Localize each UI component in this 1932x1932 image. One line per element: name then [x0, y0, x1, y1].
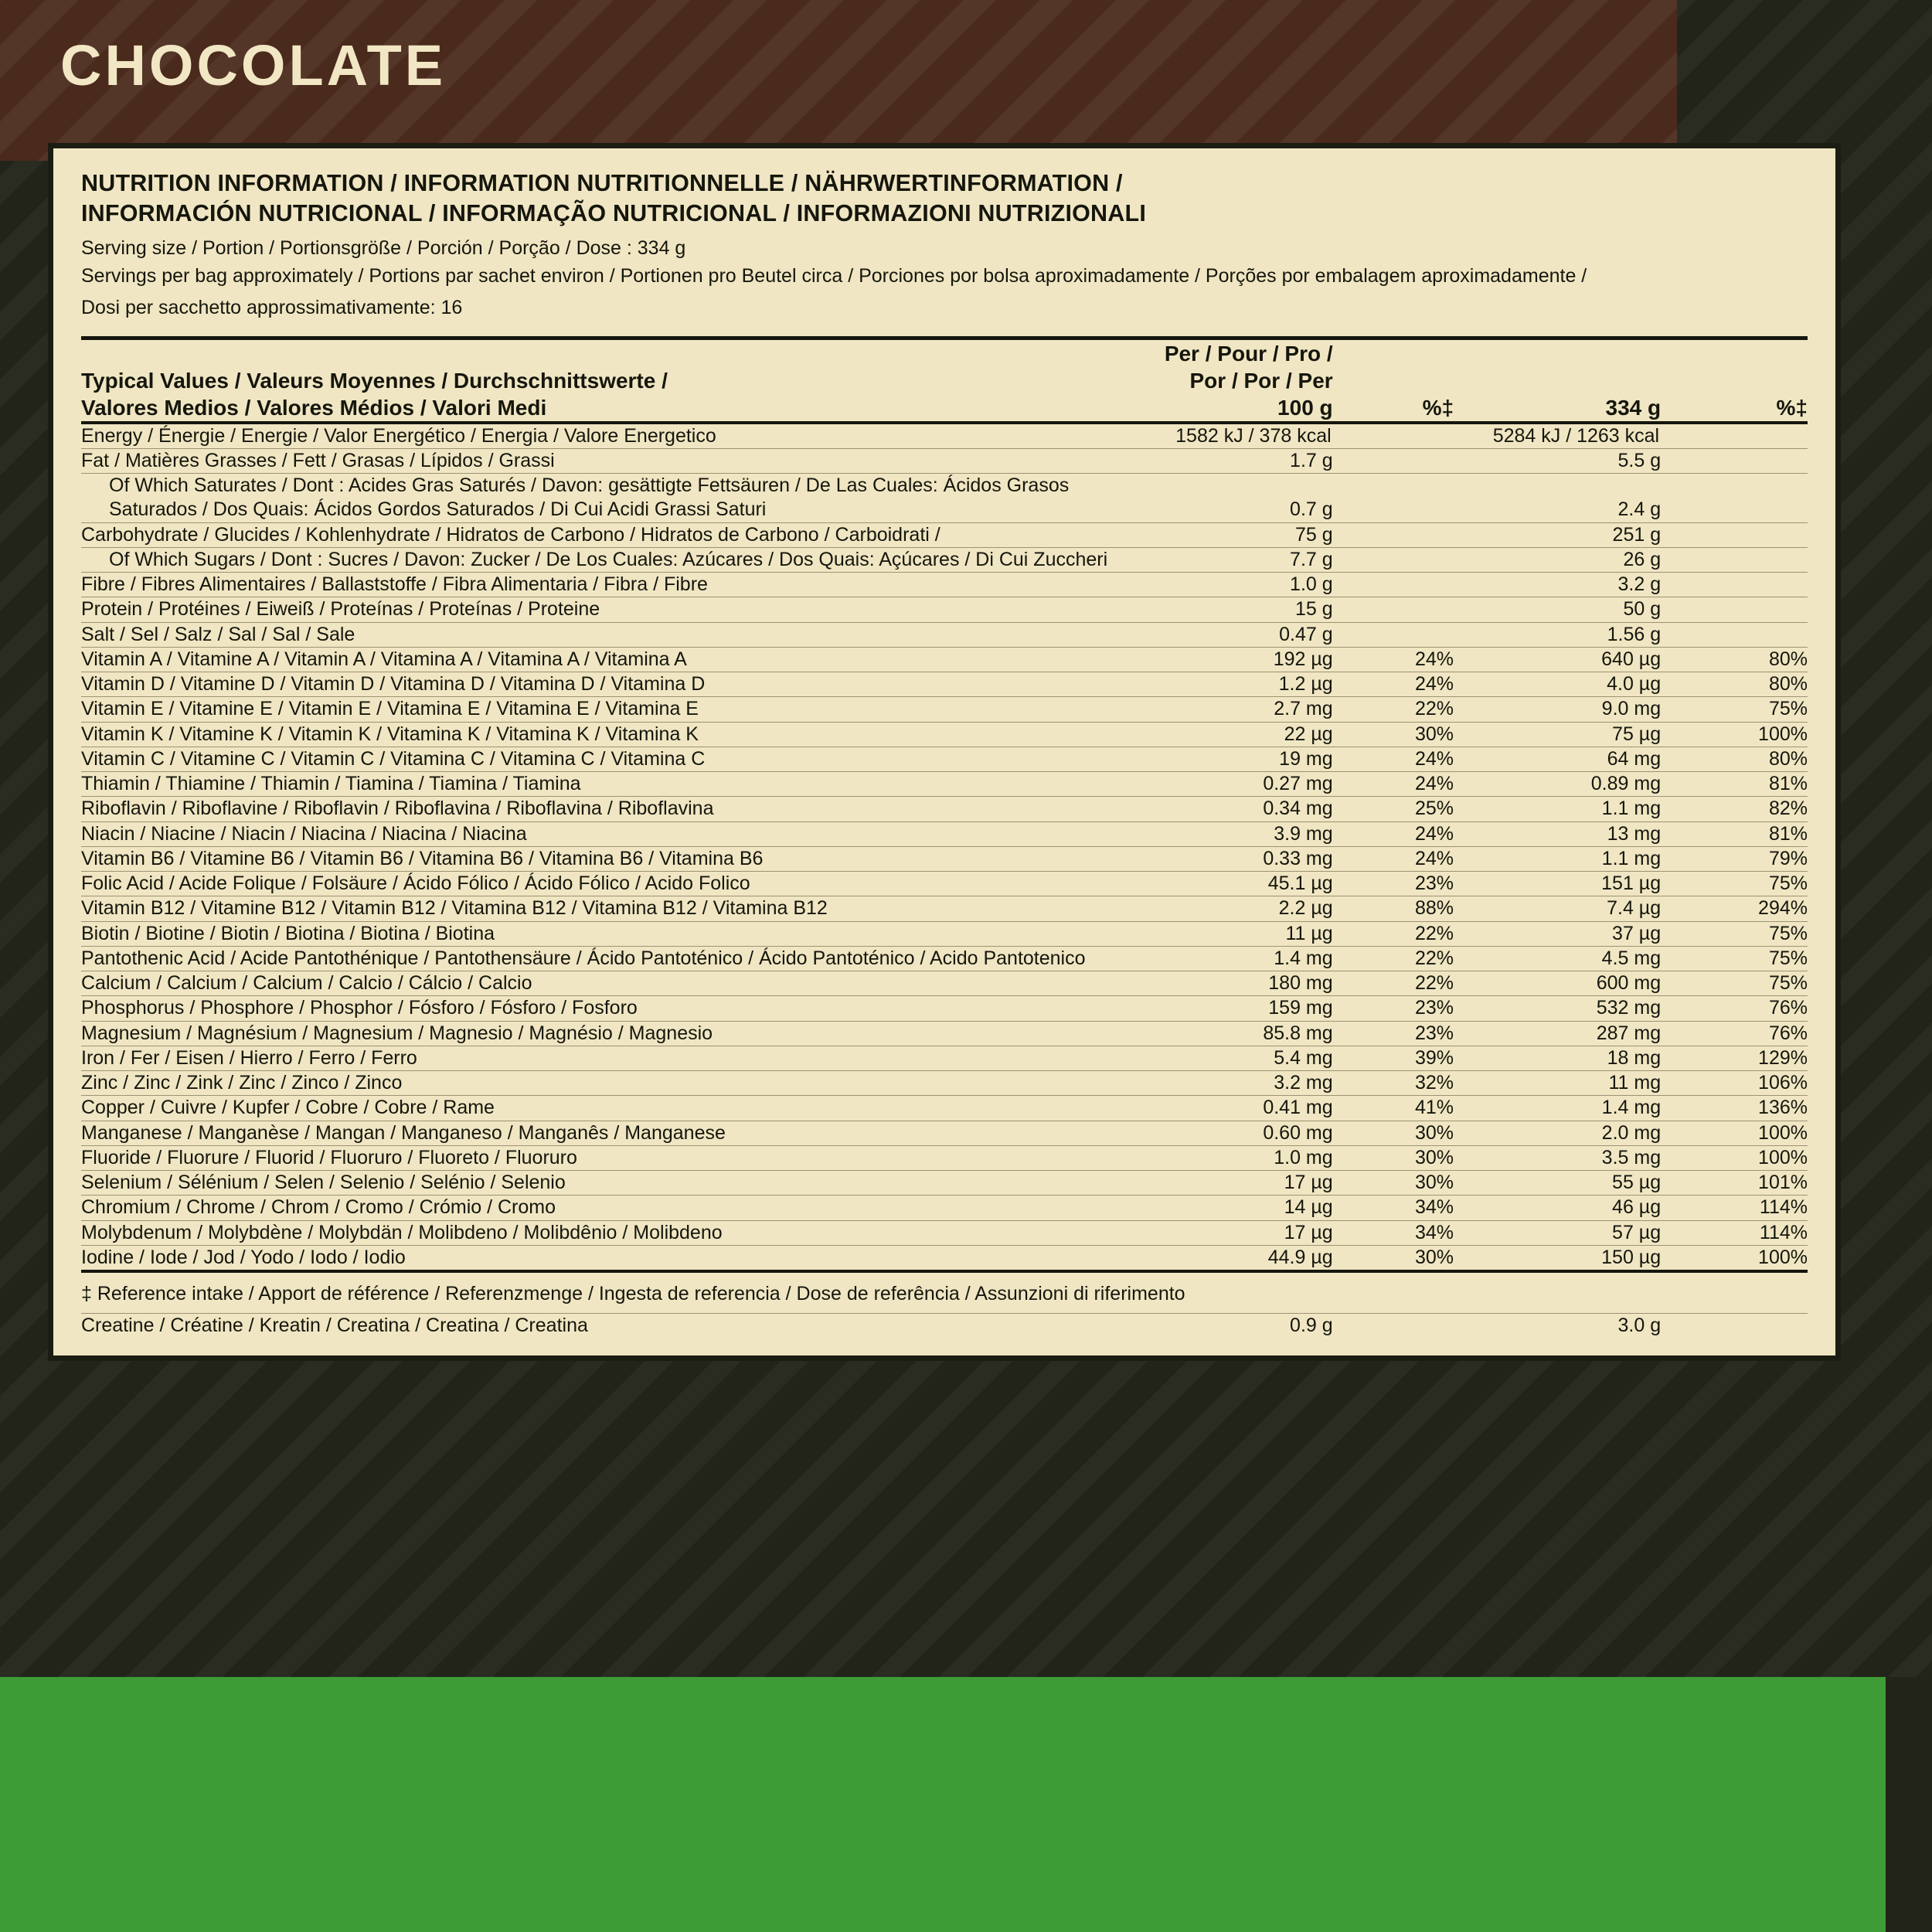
percent-per-100g — [1333, 1314, 1454, 1338]
percent-per-334g — [1661, 1314, 1808, 1338]
value-per-334g: 1.4 mg — [1454, 1096, 1661, 1121]
table-header-row — [81, 338, 1808, 423]
nutrient-name: Biotin / Biotine / Biotin / Biotina / Biotina / Biotina — [81, 921, 1151, 946]
percent-per-100g — [1333, 423, 1454, 449]
percent-per-334g: 101% — [1661, 1171, 1808, 1196]
nutrient-name: Vitamin D / Vitamine D / Vitamin D / Vitamina D / Vitamina D / Vitamina D — [81, 672, 1151, 697]
header-per-label: Per / Pour / Pro / Por / Por / Per — [1164, 341, 1333, 393]
percent-per-334g: 129% — [1661, 1046, 1808, 1070]
value-per-100g: 1.2 µg — [1151, 672, 1333, 697]
background-green-corner-notch — [1886, 1677, 1932, 1932]
value-per-334g: 150 µg — [1454, 1245, 1661, 1271]
value-per-334g: 37 µg — [1454, 921, 1661, 946]
value-per-334g: 5.5 g — [1454, 448, 1661, 473]
table-row — [81, 772, 1808, 797]
table-row — [81, 522, 1808, 547]
value-per-100g: 180 mg — [1151, 971, 1333, 996]
value-per-100g: 45.1 µg — [1151, 872, 1333, 896]
percent-per-100g: 30% — [1333, 1145, 1454, 1170]
percent-per-100g: 39% — [1333, 1046, 1454, 1070]
header-pct-334g-label: %‡ — [1776, 395, 1808, 420]
percent-per-100g: 23% — [1333, 1021, 1454, 1046]
percent-per-100g: 24% — [1333, 747, 1454, 771]
table-row — [81, 996, 1808, 1021]
table-body — [81, 423, 1808, 1338]
table-row — [81, 423, 1808, 449]
value-per-334g: 4.0 µg — [1454, 672, 1661, 697]
table-row — [81, 797, 1808, 821]
nutrient-name: Vitamin K / Vitamine K / Vitamin K / Vitamina K / Vitamina K / Vitamina K — [81, 722, 1151, 747]
nutrient-name: Calcium / Calcium / Calcium / Calcio / Cálcio / Calcio — [81, 971, 1151, 996]
nutrient-name: Riboflavin / Riboflavine / Riboflavin / Riboflavina / Riboflavina / Riboflavina — [81, 797, 1151, 821]
value-per-334g: 46 µg — [1454, 1196, 1661, 1220]
value-per-100g: 15 g — [1151, 597, 1333, 622]
table-row — [81, 1096, 1808, 1121]
value-per-334g: 75 µg — [1454, 722, 1661, 747]
percent-per-100g: 30% — [1333, 1245, 1454, 1271]
table-header — [81, 338, 1808, 423]
value-per-334g: 13 mg — [1454, 821, 1661, 846]
percent-per-334g: 75% — [1661, 971, 1808, 996]
percent-per-100g: 25% — [1333, 797, 1454, 821]
page-title: CHOCOLATE — [60, 33, 447, 97]
percent-per-334g: 75% — [1661, 697, 1808, 722]
table-row — [81, 1220, 1808, 1245]
nutrient-name: Of Which Saturates / Dont : Acides Gras Saturés / Davon: gesättigte Fettsäuren / De Las Cuales: Ácidos Grasos Saturados / Dos Quais: Ácidos Gordos Saturados / Di Cui Acidi Grassi Saturi — [81, 474, 1151, 523]
table-row — [81, 747, 1808, 771]
percent-per-100g: 30% — [1333, 722, 1454, 747]
nutrient-name: Selenium / Sélénium / Selen / Selenio / Selénio / Selenio — [81, 1171, 1151, 1196]
value-per-334g: 1.1 mg — [1454, 846, 1661, 871]
table-row — [81, 921, 1808, 946]
table-row — [81, 1145, 1808, 1170]
nutrient-name: Creatine / Créatine / Kreatin / Creatina / Creatina / Creatina — [81, 1315, 588, 1337]
value-per-334g: 3.5 mg — [1454, 1145, 1661, 1170]
value-per-334g: 5284 kJ / 1263 kcal — [1454, 423, 1661, 449]
percent-per-334g — [1661, 522, 1808, 547]
percent-per-100g — [1333, 474, 1454, 523]
nutrient-name: Vitamin A / Vitamine A / Vitamin A / Vitamina A / Vitamina A / Vitamina A — [81, 647, 1151, 672]
nutrient-name: Vitamin C / Vitamine C / Vitamin C / Vitamina C / Vitamina C / Vitamina C — [81, 747, 1151, 771]
nutrient-name: Protein / Protéines / Eiweiß / Proteínas / Proteínas / Proteine — [81, 597, 1151, 622]
percent-per-334g: 114% — [1661, 1196, 1808, 1220]
percent-per-100g — [1333, 522, 1454, 547]
servings-per-bag-line2: Dosi per sacchetto approssimativamente: 16 — [81, 297, 463, 319]
nutrient-name: Manganese / Manganèse / Mangan / Manganeso / Manganês / Manganese — [81, 1121, 1151, 1145]
value-per-100g: 5.4 mg — [1151, 1046, 1333, 1070]
value-per-100g: 0.9 g — [1290, 1315, 1333, 1337]
nutrition-table — [81, 336, 1808, 1338]
value-per-100g: 1582 kJ / 378 kcal — [1151, 423, 1333, 449]
value-per-334g: 3.2 g — [1454, 573, 1661, 597]
reference-intake-footnote: ‡ Reference intake / Apport de référence / Referenzmenge / Ingesta de referencia / Dose de referência / Assunzioni di riferimento — [81, 1271, 1808, 1314]
percent-per-334g: 81% — [1661, 821, 1808, 846]
nutrient-name: Vitamin B12 / Vitamine B12 / Vitamin B12 / Vitamina B12 / Vitamina B12 / Vitamina B12 — [81, 896, 1151, 921]
percent-per-100g: 22% — [1333, 697, 1454, 722]
value-per-100g: 1.4 mg — [1151, 946, 1333, 971]
table-row — [81, 846, 1808, 871]
percent-per-334g: 106% — [1661, 1071, 1808, 1096]
table-row — [81, 448, 1808, 473]
percent-per-100g: 34% — [1333, 1220, 1454, 1245]
percent-per-100g: 24% — [1333, 821, 1454, 846]
nutrient-name: Vitamin B6 / Vitamine B6 / Vitamin B6 / Vitamina B6 / Vitamina B6 / Vitamina B6 — [81, 846, 1151, 871]
percent-per-100g: 88% — [1333, 896, 1454, 921]
nutrient-name: Fat / Matières Grasses / Fett / Grasas / Lípidos / Grassi — [81, 448, 1151, 473]
header-per-100g — [1151, 338, 1333, 423]
percent-per-100g — [1333, 547, 1454, 572]
value-per-100g: 159 mg — [1151, 996, 1333, 1021]
value-per-334g: 287 mg — [1454, 1021, 1661, 1046]
table-row — [81, 697, 1808, 722]
header-pct-100g-label: %‡ — [1422, 395, 1454, 420]
value-per-100g: 22 µg — [1151, 722, 1333, 747]
header-typical-values-line1: Typical Values / Valeurs Moyennes / Durchschnittswerte / — [81, 368, 668, 393]
nutrient-name: Magnesium / Magnésium / Magnesium / Magnesio / Magnésio / Magnesio — [81, 1021, 1151, 1046]
nutrient-name: Chromium / Chrome / Chrom / Cromo / Crómio / Cromo — [81, 1196, 1151, 1220]
value-per-100g: 7.7 g — [1151, 547, 1333, 572]
nutrient-name: Energy / Énergie / Energie / Valor Energético / Energia / Valore Energetico — [81, 423, 1151, 449]
value-per-100g: 14 µg — [1151, 1196, 1333, 1220]
nutrient-name: Iodine / Iode / Jod / Yodo / Iodo / Iodio — [81, 1245, 1151, 1271]
nutrition-panel — [48, 143, 1841, 1361]
value-per-334g: 7.4 µg — [1454, 896, 1661, 921]
value-per-334g: 50 g — [1454, 597, 1661, 622]
value-per-334g: 640 µg — [1454, 647, 1661, 672]
table-row — [81, 1314, 1808, 1338]
value-per-100g: 11 µg — [1151, 921, 1333, 946]
value-per-100g: 0.41 mg — [1151, 1096, 1333, 1121]
percent-per-334g — [1661, 423, 1808, 449]
table-row — [81, 622, 1808, 647]
serving-size-text: Serving size / Portion / Portionsgröße / Porción / Porção / Dose : 334 g — [81, 237, 686, 260]
value-per-334g: 532 mg — [1454, 996, 1661, 1021]
percent-per-334g: 76% — [1661, 1021, 1808, 1046]
table-row — [81, 647, 1808, 672]
percent-per-334g: 294% — [1661, 896, 1808, 921]
percent-per-334g: 136% — [1661, 1096, 1808, 1121]
percent-per-100g: 22% — [1333, 946, 1454, 971]
table-row — [81, 1021, 1808, 1046]
reference-intake-footnote-row — [81, 1271, 1808, 1314]
panel-heading-line2: INFORMACIÓN NUTRICIONAL / INFORMAÇÃO NUTRICIONAL / INFORMAZIONI NUTRIZIONALI — [81, 200, 1147, 227]
percent-per-100g: 22% — [1333, 921, 1454, 946]
table-row — [81, 1046, 1808, 1070]
nutrient-name: Zinc / Zinc / Zink / Zinc / Zinco / Zinco — [81, 1071, 1151, 1096]
table-row — [81, 1171, 1808, 1196]
percent-per-334g: 100% — [1661, 1245, 1808, 1271]
value-per-100g: 17 µg — [1151, 1171, 1333, 1196]
table-row — [81, 722, 1808, 747]
value-per-100g: 75 g — [1151, 522, 1333, 547]
percent-per-100g: 41% — [1333, 1096, 1454, 1121]
percent-per-100g: 23% — [1333, 996, 1454, 1021]
panel-heading-line1: NUTRITION INFORMATION / INFORMATION NUTRITIONNELLE / NÄHRWERTINFORMATION / — [81, 170, 1123, 196]
value-per-334g: 4.5 mg — [1454, 946, 1661, 971]
table-row — [81, 1196, 1808, 1220]
table-row — [81, 896, 1808, 921]
value-per-100g: 0.7 g — [1151, 474, 1333, 523]
value-per-334g: 64 mg — [1454, 747, 1661, 771]
value-per-334g: 57 µg — [1454, 1220, 1661, 1245]
value-per-334g: 251 g — [1454, 522, 1661, 547]
value-per-100g: 1.0 mg — [1151, 1145, 1333, 1170]
nutrient-name: Pantothenic Acid / Acide Pantothénique / Pantothensäure / Ácido Pantoténico / Ácido Pantoténico / Acido Pantotenico — [81, 946, 1151, 971]
background-green-band — [0, 1677, 1893, 1932]
value-per-334g: 2.4 g — [1454, 474, 1661, 523]
percent-per-100g: 24% — [1333, 672, 1454, 697]
value-per-100g: 3.2 mg — [1151, 1071, 1333, 1096]
value-per-334g: 26 g — [1454, 547, 1661, 572]
value-per-334g: 1.1 mg — [1454, 797, 1661, 821]
table-row — [81, 547, 1808, 572]
table-row — [81, 821, 1808, 846]
nutrient-name: Of Which Sugars / Dont : Sucres / Davon: Zucker / De Los Cuales: Azúcares / Dos Quais: Açúcares / Di Cui Zuccheri — [81, 547, 1151, 572]
value-per-100g: 0.27 mg — [1151, 772, 1333, 797]
percent-per-100g — [1333, 573, 1454, 597]
percent-per-334g: 80% — [1661, 747, 1808, 771]
nutrient-name: Folic Acid / Acide Folique / Folsäure / Ácido Fólico / Ácido Fólico / Acido Folico — [81, 872, 1151, 896]
nutrient-name: Vitamin E / Vitamine E / Vitamin E / Vitamina E / Vitamina E / Vitamina E — [81, 697, 1151, 722]
nutrient-name: Iron / Fer / Eisen / Hierro / Ferro / Ferro — [81, 1046, 1151, 1070]
table-row — [81, 971, 1808, 996]
percent-per-334g: 80% — [1661, 647, 1808, 672]
percent-per-334g: 100% — [1661, 722, 1808, 747]
value-per-100g: 0.34 mg — [1151, 797, 1333, 821]
percent-per-334g — [1661, 573, 1808, 597]
value-per-334g: 55 µg — [1454, 1171, 1661, 1196]
value-per-334g: 18 mg — [1454, 1046, 1661, 1070]
header-per-334g-value: 334 g — [1605, 395, 1662, 420]
percent-per-334g — [1661, 547, 1808, 572]
value-per-100g: 85.8 mg — [1151, 1021, 1333, 1046]
value-per-100g: 44.9 µg — [1151, 1245, 1333, 1271]
nutrient-name: Fluoride / Fluorure / Fluorid / Fluoruro / Fluoreto / Fluoruro — [81, 1145, 1151, 1170]
value-per-334g: 11 mg — [1454, 1071, 1661, 1096]
percent-per-100g: 30% — [1333, 1121, 1454, 1145]
table-row — [81, 1245, 1808, 1271]
value-per-100g: 17 µg — [1151, 1220, 1333, 1245]
percent-per-100g: 24% — [1333, 772, 1454, 797]
table-row — [81, 474, 1808, 523]
value-per-334g: 151 µg — [1454, 872, 1661, 896]
percent-per-334g: 79% — [1661, 846, 1808, 871]
value-per-100g: 19 mg — [1151, 747, 1333, 771]
table-row — [81, 1071, 1808, 1096]
percent-per-334g: 81% — [1661, 772, 1808, 797]
percent-per-100g — [1333, 597, 1454, 622]
percent-per-334g: 75% — [1661, 946, 1808, 971]
nutrient-name: Fibre / Fibres Alimentaires / Ballaststoffe / Fibra Alimentaria / Fibra / Fibre — [81, 573, 1151, 597]
percent-per-334g: 75% — [1661, 921, 1808, 946]
percent-per-334g: 76% — [1661, 996, 1808, 1021]
value-per-100g: 2.2 µg — [1151, 896, 1333, 921]
value-per-334g: 0.89 mg — [1454, 772, 1661, 797]
value-per-100g: 192 µg — [1151, 647, 1333, 672]
value-per-334g: 2.0 mg — [1454, 1121, 1661, 1145]
percent-per-334g — [1661, 448, 1808, 473]
value-per-100g: 0.60 mg — [1151, 1121, 1333, 1145]
table-row — [81, 573, 1808, 597]
value-per-100g: 3.9 mg — [1151, 821, 1333, 846]
header-typical-values — [81, 338, 1151, 423]
value-per-100g: 1.0 g — [1151, 573, 1333, 597]
nutrient-name: Salt / Sel / Salz / Sal / Sal / Sale — [81, 622, 1151, 647]
nutrient-name: Molybdenum / Molybdène / Molybdän / Molibdeno / Molibdênio / Molibdeno — [81, 1220, 1151, 1245]
nutrient-name: Copper / Cuivre / Kupfer / Cobre / Cobre / Rame — [81, 1096, 1151, 1121]
header-per-100g-value: 100 g — [1277, 395, 1333, 420]
percent-per-100g: 34% — [1333, 1196, 1454, 1220]
header-per-334g — [1454, 338, 1661, 423]
nutrient-name: Phosphorus / Phosphore / Phosphor / Fósforo / Fósforo / Fosforo — [81, 996, 1151, 1021]
table-row — [81, 872, 1808, 896]
value-per-334g: 600 mg — [1454, 971, 1661, 996]
value-per-334g: 3.0 g — [1617, 1315, 1662, 1337]
table-row — [81, 597, 1808, 622]
value-per-100g: 0.33 mg — [1151, 846, 1333, 871]
table-row — [81, 946, 1808, 971]
percent-per-100g: 32% — [1333, 1071, 1454, 1096]
percent-per-334g — [1661, 622, 1808, 647]
nutrient-name: Carbohydrate / Glucides / Kohlenhydrate / Hidratos de Carbono / Hidratos de Carbono / Carboidrati / — [81, 522, 1151, 547]
percent-per-334g — [1661, 597, 1808, 622]
percent-per-334g: 100% — [1661, 1145, 1808, 1170]
percent-per-100g: 24% — [1333, 846, 1454, 871]
header-typical-values-line2: Valores Medios / Valores Médios / Valori Medi — [81, 395, 547, 420]
percent-per-100g: 30% — [1333, 1171, 1454, 1196]
value-per-100g: 2.7 mg — [1151, 697, 1333, 722]
nutrient-name: Thiamin / Thiamine / Thiamin / Tiamina / Tiamina / Tiamina — [81, 772, 1151, 797]
percent-per-100g: 22% — [1333, 971, 1454, 996]
value-per-100g: 1.7 g — [1151, 448, 1333, 473]
table-row — [81, 1121, 1808, 1145]
percent-per-100g — [1333, 622, 1454, 647]
percent-per-334g: 80% — [1661, 672, 1808, 697]
value-per-100g: 0.47 g — [1151, 622, 1333, 647]
servings-per-bag-line1: Servings per bag approximately / Portions par sachet environ / Portionen pro Beutel circa / Porciones por bolsa aproximadamente / Porções por embalagem aproximadamente / — [81, 264, 1587, 287]
percent-per-334g: 82% — [1661, 797, 1808, 821]
percent-per-334g: 75% — [1661, 872, 1808, 896]
value-per-334g: 1.56 g — [1454, 622, 1661, 647]
percent-per-334g: 100% — [1661, 1121, 1808, 1145]
percent-per-334g: 114% — [1661, 1220, 1808, 1245]
header-pct-100g — [1333, 338, 1454, 423]
table-row — [81, 672, 1808, 697]
percent-per-100g: 24% — [1333, 647, 1454, 672]
percent-per-100g: 23% — [1333, 872, 1454, 896]
value-per-334g: 9.0 mg — [1454, 697, 1661, 722]
header-pct-334g — [1661, 338, 1808, 423]
percent-per-100g — [1333, 448, 1454, 473]
nutrient-name: Niacin / Niacine / Niacin / Niacina / Niacina / Niacina — [81, 821, 1151, 846]
percent-per-334g — [1661, 474, 1808, 523]
